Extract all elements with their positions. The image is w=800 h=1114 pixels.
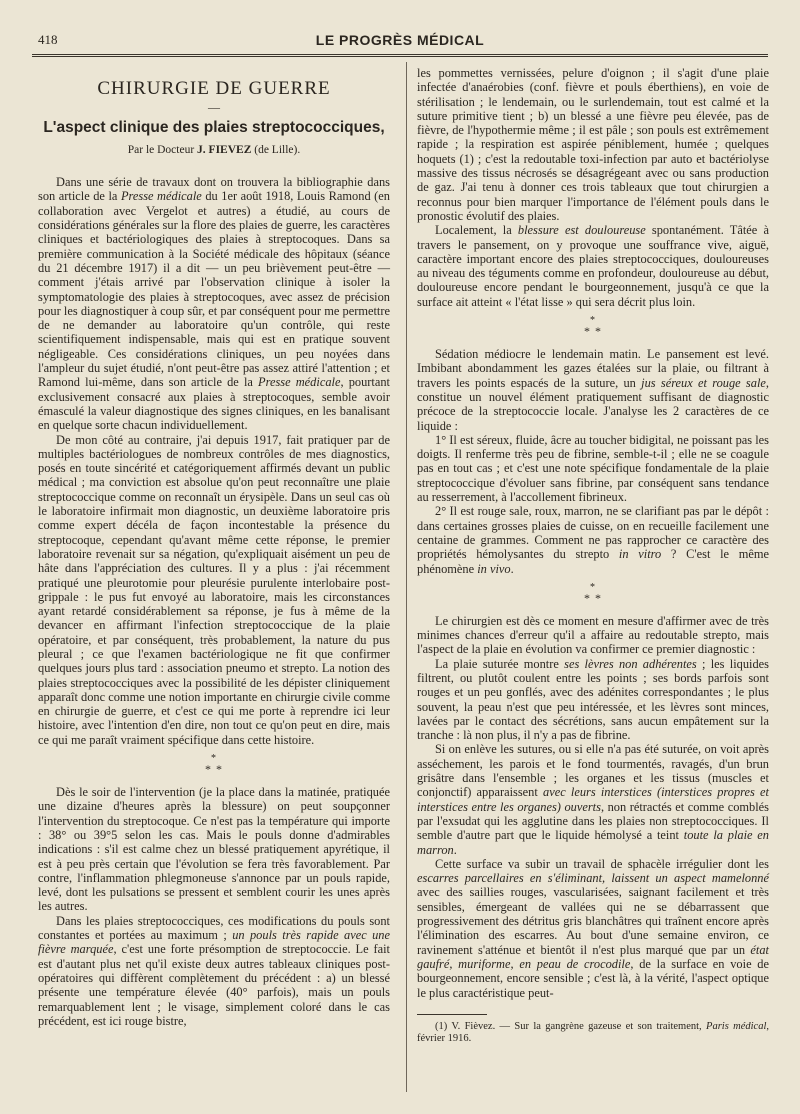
paragraph: La plaie suturée montre ses lèvres non adhérentes ; les liquides filtrent, ou plutôt coulent entre les points ; ses bords parfois sont rouges et un peu gonflés, avec des adénites correspondantes ; le plus souvent, la peau n'est que peu intéressée, et les lèvres sont minces, lavées par le contact des sécrétions, sans aucun empâtement sur la tranche : là non plus, il n'y a pas de fibrine.	[417, 656, 769, 743]
paragraph: De mon côté au contraire, j'ai depuis 1917, fait pratiquer par de multiples bactériologues de nombreux contrôles de mes diagnostics, posés en toute sincérité et catégoriquement affirmés devant un public médical ; ma conviction est absolue qu'on peut reconnaître une plaie streptococcique comme on reconnaît un érysipèle. Dans un seul cas où le laboratoire infirmait mon diagnostic, un deuxième laboratoire pris comme expert décéla de façon incontestable la présence du streptocoque, cependant qu'avant même cette réponse, le premier laboratoire revenait sur sa négation, qu'expliquait aisément un peu de hâte dans l'appréciation des cultures. Il y a plus : j'ai récemment pratiqué une pleurotomie pour pleurésie purulente interlobaire post-grippale : le pus fut envoyé au laboratoire, mais les circonstances ayant retardé considérablement sa réponse, je fus à même de la devancer en affirmant l'infection streptococcique de la plaie opératoire, et par conséquent, très probablement, la nature du pus pleural ; ce que l'examen bactériologique ne fit que confirmer quelques jours plus tard : association pneumo et strepto. La notion des plaies streptococciques avec la possibilité de les dépister cliniquement apparaît donc comme une notion importante en chirurgie civile comme en chirurgie de guerre, et c'est ce qui me porte à reprendre ici leur histoire, avec l'intention d'en dire, non tout ce qu'on peut en dire, mais ce qui me paraît vraiment spécifique dans cette histoire.	[38, 432, 390, 747]
byline-suffix: (de Lille).	[254, 143, 301, 156]
section-separator: * * *	[584, 581, 602, 605]
header-rule	[32, 54, 768, 57]
paragraph: Localement, la blessure est douloureuse spontanément. Tâtée à travers le pansement, on y provoque une souffrance vive, aiguë, caractère important encore des plaies streptococciques, douloureuses au niveau des téguments comme en profondeur, douloureuse au début, douloureuse encore pendant le bourgeonnement, jusqu'à ce que la surface ait atteint « l'état lisse » qui sera décrit plus loin.	[417, 223, 770, 309]
section-separator: * * *	[205, 753, 223, 777]
byline-prefix: Par le Docteur	[127, 143, 195, 156]
footnote: (1) V. Fièvez. — Sur la gangrène gazeuse et son traitement, Paris médical, février 1916.	[417, 1020, 769, 1045]
article-title: L'aspect clinique des plaies streptococciques,	[43, 118, 385, 136]
paragraph: Si on enlève les sutures, ou si elle n'a pas été suturée, on voit après asséchement, les parois et le fond tourmentés, ravagés, d'un brun grisâtre dans l'ensemble ; les organes et les tissus (muscles et conjonctif) apparaissent avec leurs interstices (interstices propres et interstices entre les organes) ouverts, non rétractés et comme comblés par l'exsudat qui les agglutine dans les plaies non streptococciques. Il semble d'autre part que le liquide hémolysé a teint toute la plaie en marron.	[417, 742, 770, 857]
column-divider	[406, 62, 407, 1092]
paragraph: Dans une série de travaux dont on trouvera la bibliographie dans son article de la Presse médicale du 1er août 1918, Louis Ramond (en collaboration avec Vergelot et autres) a étudié, au cours de considérations générales sur la flore des plaies de guerre, les caractères cliniques et bactériologiques des plaies à streptocoques. Dans sa première communication à la Société médicale des hôpitaux (séance du 21 décembre 1917) il a dit — un peu brièvement peut-être — comment j'étais arrivé par l'observation clinique à isoler la symptomatologie des plaies à streptocoques, avec assez de précision pour les diagnostiquer à coup sûr, et par conséquent pour me permettre de ne demander au laboratoire qu'un contrôle, qui reste scientifiquement indispensable, mais qui est en pratique souvent négligeable. Ces considérations cliniques, un peu noyées dans l'ampleur du sujet étudié, n'ont peut-être pas assez attiré l'attention ; et Ramond lui-même, dans son article de la Presse médicale, pourtant exclusivement consacré aux plaies à streptocoques, semble avoir émasculé la valeur diagnostique des signes cliniques, en les banalisant en quelque sorte chacun individuellement.	[38, 175, 390, 433]
section-title: CHIRURGIE DE GUERRE	[97, 78, 331, 99]
paragraph: Cette surface va subir un travail de sphacèle irrégulier dont les escarres parcellaires en s'éliminant, laissent un aspect mamelonné avec des saillies rouges, vascularisées, saignant facilement et très sensibles, émergeant de vallées qui ne se débarrassent que progressivement des détritus gris blanchâtres qui traînent encore après l'élimination des escarres. Au bout d'une semaine environ, ce ravinement s'atténue et bientôt il n'est plus marqué que par un état gaufré, muriforme, en peau de crocodile, de la surface en voie de bourgeonnement, encore sensible ; c'est là, à la vérité, l'aspect optique le plus caractéristique peut-	[417, 856, 770, 1000]
section-separator: * * *	[584, 315, 602, 339]
footnote-rule	[417, 1014, 487, 1015]
right-column	[417, 66, 769, 1046]
paragraph: Le chirurgien est dès ce moment en mesure d'affirmer avec de très minimes chances d'erreur qu'il a affaire au redoutable strepto, mais l'aspect de la plaie en évolution va confirmer ce premier diagnostic :	[417, 613, 769, 657]
paragraph: Dans les plaies streptococciques, ces modifications du pouls sont constantes et portées au maximum ; un pouls très rapide avec une fièvre marquée, c'est une forte présomption de streptococcie. Le fait est d'autant plus net qu'il existe deux autres tableaux cliniques post-opératoires qui diffèrent complètement du précédent : a) un blessé présente une température élevée (40° parfois), mais un pouls remarquablement lent ; le visage, simplement coloré dans le cas précédent, est ici rouge bistre,	[38, 913, 390, 1028]
paragraph: 1° Il est séreux, fluide, âcre au toucher bidigital, ne poissant pas les doigts. Il renferme très peu de fibrine, semble-t-il ; elle ne se coagule pas en tout cas ; et c'est une note spécifique fondamentale de la plaie streptococcique d'évoluer sans fibrine, par conséquent sans tendance au resserrement, à l'accollement fibrineux.	[417, 432, 769, 505]
journal-title: LE PROGRÈS MÉDICAL	[315, 32, 485, 48]
paragraph: Sédation médiocre le lendemain matin. Le pansement est levé. Imbibant abondamment les gazes étalées sur la plaie, ou filtrant à travers les points espacés de la suture, un jus séreux et rouge sale, constitue un nouvel élément pratiquement suffisant de diagnostic précoce de la streptococcie locale. J'analyse les 2 caractères de ce liquide :	[417, 347, 769, 433]
page-number: 418	[38, 32, 58, 47]
title-dash: —	[208, 100, 220, 115]
byline	[38, 143, 390, 157]
paragraph: Dès le soir de l'intervention (je la place dans la matinée, pratiquée une dizaine d'heures après la blessure) on peut soupçonner l'intervention du streptocoque. Ce n'est pas la température qui importe : 38° ou 39°5 selon les cas. Mais le pouls donne d'admirables indications : s'il est calme chez un blessé pratiquement apyrétique, il est à peu près certain que l'évolution se fera très favorablement. Par contre, l'inflammation phlegmoneuse s'annonce par un pouls rapide, levé, dont les pulsations se pressent et semblent courir les unes après les autres.	[38, 785, 390, 914]
paragraph: les pommettes vernissées, pelure d'oignon ; il s'agit d'une plaie infectée d'anaérobies (conf. fièvre et pouls éberthiens), en voie de stérilisation ; le lendemain, ou le surlendemain, tout est calmé et la suture primitive tient ; b) un blessé a une fièvre peu élevée, pas de fièvre, de l'hypothermie même ; il est pâle ; son pouls est extrêmement rapide ; la respiration est aspirée péniblement, humée ; quelques hoquets (1) ; c'est la redoutable toxi-infection par auto et bactériolyse massive des tissus nécrosés se désagrégeant avec ou sans production de gaz. J'ai tenu à donner ces trois tableaux que tout chirurgien a reconnus pour bien marquer l'importance de l'élément pouls dans le pronostic évolutif des plaies.	[417, 66, 769, 223]
paragraph: 2° Il est rouge sale, roux, marron, ne se clarifiant pas par le dépôt : dans certaines grosses plaies de cuisse, on en recueille facilement une centaine de grammes. Comment ne pas rapprocher ce caractère des propriétés hémolysantes du strepto in vitro ? C'est le même phénomène in vivo.	[417, 504, 770, 576]
byline-author: J. FIEVEZ	[197, 143, 252, 156]
left-column	[38, 66, 390, 1028]
